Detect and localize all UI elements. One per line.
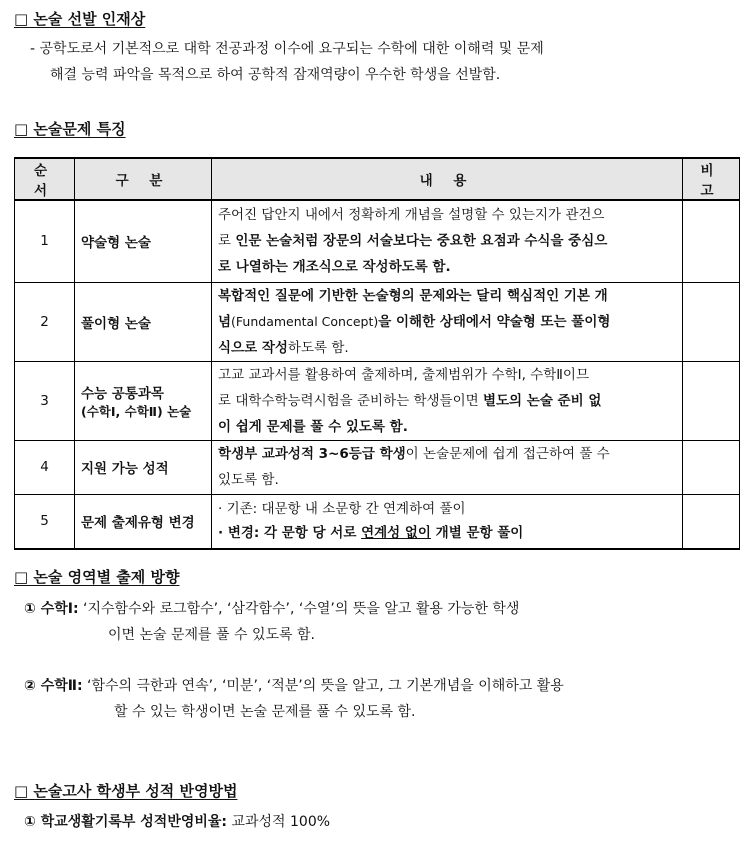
content-emphasis: 복합적인 질문에 기반한 논술형의 문제와는 달리 핵심적인 기본 개 — [218, 287, 608, 304]
table-row — [15, 200, 740, 282]
content-line: 고교 교과서를 활용하여 출제하며, 출제범위가 수학Ⅰ, 수학Ⅱ이므 — [218, 366, 589, 383]
table-header-row — [15, 158, 740, 200]
row-content — [212, 361, 683, 440]
area-label: ① 수학Ⅰ: — [24, 601, 79, 617]
area-line: 이면 논술 문제를 풀 수 있도록 함. — [108, 627, 315, 643]
area-label: ② 수학Ⅱ: — [24, 678, 83, 694]
content-emphasis: 개별 문항 풀이 — [430, 525, 524, 542]
content-line — [218, 441, 676, 467]
row-number: 2 — [15, 282, 75, 361]
row-number: 1 — [15, 200, 75, 282]
row-content — [212, 200, 683, 282]
row-content — [212, 282, 683, 361]
category-line: 수능 공통과목 — [81, 385, 164, 402]
content-emphasis: 을 이해한 상태에서 약술형 또는 풀이형 — [378, 313, 611, 330]
grade-item — [24, 809, 330, 835]
content-emphasis: 념 — [218, 313, 232, 330]
content-line: 있도록 함. — [218, 472, 279, 488]
row-number: 3 — [15, 361, 75, 440]
col-header-remarks: 비 고 — [683, 158, 740, 200]
col-header-category: 구 분 — [75, 158, 212, 200]
table-row — [15, 440, 740, 494]
row-remarks — [683, 361, 740, 440]
row-category: 약술형 논술 — [75, 200, 212, 282]
content-line: · 기존: 대문항 내 소문항 간 연계하여 풀이 — [218, 501, 466, 518]
row-remarks — [683, 200, 740, 282]
content-line: 주어진 답안지 내에서 정확하게 개념을 설명할 수 있는지가 관건으 — [218, 207, 605, 224]
section-heading-features: □ 논술문제 특징 — [14, 120, 126, 138]
content-text: 이 논술문제에 쉽게 접근하여 풀 수 — [405, 446, 610, 462]
talent-line-1: - 공학도로서 기본적으로 대학 전공과정 이수에 요구되는 수학에 대한 이해력 및 문제 — [30, 41, 544, 57]
row-category: 풀이형 논술 — [75, 282, 212, 361]
content-emphasis: 이 쉽게 문제를 풀 수 있도록 함. — [218, 418, 408, 435]
section-heading-direction: □ 논술 영역별 출제 방향 — [14, 568, 180, 586]
content-line — [218, 228, 676, 254]
area-text: ‘함수의 극한과 연속’, ‘미분’, ‘적분’의 뜻을 알고, 그 기본개념을 이해하고 활용 — [82, 678, 564, 694]
area-text: ‘지수함수와 로그함수’, ‘삼각함수’, ‘수열’의 뜻을 알고 활용 가능한 학생 — [78, 601, 520, 617]
area-item-math1 — [24, 596, 519, 648]
content-line — [218, 521, 676, 545]
row-category: 문제 출제유형 변경 — [75, 494, 212, 549]
table-row — [15, 361, 740, 440]
content-emphasis: 인문 논술처럼 장문의 서술보다는 중요한 요점과 수식을 중심으 — [235, 233, 608, 250]
talent-description — [30, 36, 544, 88]
content-line — [218, 388, 676, 414]
content-text: 로 — [218, 233, 236, 250]
row-content — [212, 440, 683, 494]
section-heading-grade: □ 논술고사 학생부 성적 반영방법 — [14, 782, 238, 800]
talent-line-2: 해결 능력 파악을 목적으로 하여 공학적 잠재역량이 우수한 학생을 선발함. — [50, 67, 501, 83]
grade-value: 교과성적 100% — [227, 814, 331, 830]
content-line — [218, 335, 676, 361]
col-header-order: 순 서 — [15, 158, 75, 200]
content-emphasis: 식으로 작성 — [218, 339, 288, 356]
row-number: 5 — [15, 494, 75, 549]
content-text: 하도록 함. — [287, 339, 349, 356]
table-row — [15, 282, 740, 361]
content-emphasis: 학생부 교과성적 3~6등급 학생 — [218, 446, 406, 462]
content-line — [218, 309, 676, 335]
area-line — [24, 673, 564, 699]
content-underlined: 연계성 없이 — [361, 525, 431, 542]
section-heading-talent: □ 논술 선발 인재상 — [14, 10, 146, 28]
content-text: 로 대학수학능력시험을 준비하는 학생들이면 — [218, 392, 483, 409]
category-line: (수학Ⅰ, 수학Ⅱ) 논술 — [81, 403, 192, 419]
content-text: (Fundamental Concept) — [231, 313, 379, 329]
content-emphasis: 별도의 논술 준비 없 — [482, 392, 602, 409]
row-remarks — [683, 494, 740, 549]
row-category: 지원 가능 성적 — [75, 440, 212, 494]
row-number: 4 — [15, 440, 75, 494]
area-item-math2 — [24, 673, 564, 725]
row-category — [75, 361, 212, 440]
col-header-content: 내 용 — [212, 158, 683, 200]
content-emphasis: 로 나열하는 개조식으로 작성하도록 함. — [218, 259, 451, 276]
row-remarks — [683, 440, 740, 494]
row-remarks — [683, 282, 740, 361]
row-content — [212, 494, 683, 549]
table-row — [15, 494, 740, 549]
area-line — [24, 596, 519, 622]
features-table — [14, 157, 740, 550]
area-line: 할 수 있는 학생이면 논술 문제를 풀 수 있도록 함. — [114, 704, 416, 720]
content-emphasis: · 변경: 각 문항 당 서로 — [218, 525, 362, 542]
grade-label: ① 학교생활기록부 성적반영비율: — [24, 814, 228, 830]
